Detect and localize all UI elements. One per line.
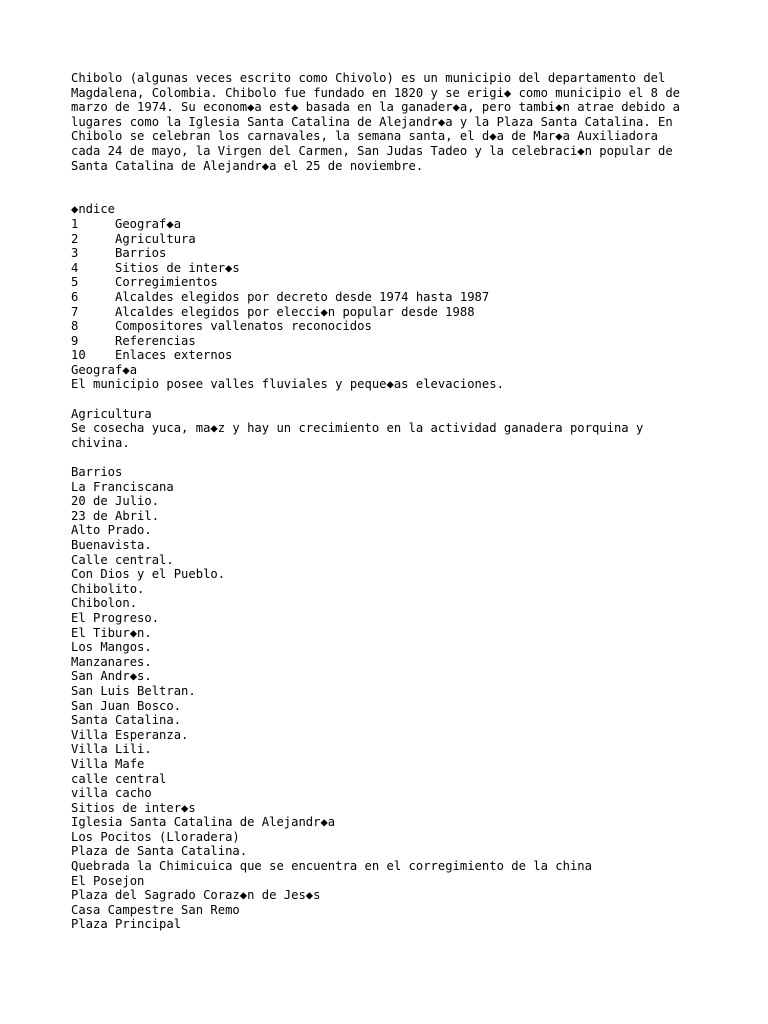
section-agricultura: [71, 407, 751, 451]
intro-paragraph: [71, 71, 751, 173]
toc-item-number: 9: [71, 333, 79, 348]
list-item: El Progreso.: [71, 610, 160, 625]
toc-item: [71, 319, 751, 334]
toc-item-label: Geograf◆a: [115, 216, 182, 231]
list-item: Villa Esperanza.: [71, 727, 189, 742]
list-item: Villa Mafe: [71, 756, 145, 771]
toc-item-label: Agricultura: [115, 231, 196, 246]
toc-title: ◆ndice: [71, 202, 116, 217]
toc-item-label: Compositores vallenatos reconocidos: [115, 319, 372, 334]
intro-line: lugares como la Iglesia Santa Catalina de Alejandr◆a y la Plaza Santa Catalina. En: [71, 114, 673, 129]
toc-item-number: 5: [71, 275, 79, 290]
section-heading: Sitios de inter◆s: [71, 800, 196, 815]
list-item: Plaza Principal: [71, 917, 182, 932]
list-item: Los Pocitos (Lloradera): [71, 829, 240, 844]
toc-item-number: 3: [71, 246, 79, 261]
section-heading: Agricultura: [71, 406, 152, 421]
table-of-contents: [71, 202, 751, 363]
section-barrios: [71, 465, 751, 801]
list-item: villa cacho: [71, 786, 152, 801]
toc-item-number: 6: [71, 289, 79, 304]
toc-item-label: Enlaces externos: [115, 348, 233, 363]
intro-line: Chibolo (algunas veces escrito como Chivolo) es un municipio del departamento del: [71, 71, 666, 85]
document-page: [71, 71, 751, 932]
section-heading: Barrios: [71, 465, 123, 480]
toc-item-label: Alcaldes elegidos por decreto desde 1974 hasta 1987: [115, 289, 490, 304]
list-item: San Andr◆s.: [71, 669, 152, 684]
list-item: calle central: [71, 771, 167, 786]
toc-item-number: 7: [71, 304, 79, 319]
toc-item: [71, 232, 751, 247]
section-geografia: [71, 363, 751, 392]
intro-line: marzo de 1974. Su econom◆a est◆ basada en la ganader◆a, pero tambi◆n atrae debido a: [71, 100, 681, 115]
toc-item-number: 10: [71, 348, 86, 363]
section-heading: Geograf◆a: [71, 362, 138, 377]
toc-item-label: Alcaldes elegidos por elecci◆n popular desde 1988: [115, 304, 475, 319]
list-item: Chibolon.: [71, 596, 138, 611]
list-item: Plaza del Sagrado Coraz◆n de Jes◆s: [71, 888, 321, 903]
spacer: [71, 188, 751, 203]
list-item: Plaza de Santa Catalina.: [71, 844, 248, 859]
spacer: [71, 173, 751, 188]
toc-item: [71, 217, 751, 232]
list-item: 20 de Julio.: [71, 494, 160, 509]
list-item: San Juan Bosco.: [71, 698, 182, 713]
toc-item-number: 2: [71, 231, 79, 246]
list-item: San Luis Beltran.: [71, 683, 196, 698]
toc-item: [71, 348, 751, 363]
toc-item: [71, 261, 751, 276]
section-text: chivina.: [71, 435, 130, 450]
list-item: 23 de Abril.: [71, 508, 160, 523]
spacer: [71, 392, 751, 407]
toc-item-number: 1: [71, 216, 79, 231]
list-item: El Posejon: [71, 873, 145, 888]
section-sitios: [71, 801, 751, 932]
toc-item-label: Corregimientos: [115, 275, 218, 290]
list-item: Santa Catalina.: [71, 713, 182, 728]
toc-item-number: 8: [71, 319, 79, 334]
list-item: Casa Campestre San Remo: [71, 902, 240, 917]
toc-item: [71, 305, 751, 320]
section-text: Se cosecha yuca, ma◆z y hay un crecimiento en la actividad ganadera porquina y: [71, 421, 644, 436]
toc-item: [71, 334, 751, 349]
toc-item-number: 4: [71, 260, 79, 275]
list-item: Chibolito.: [71, 581, 145, 596]
list-item: Alto Prado.: [71, 523, 152, 538]
section-text: El municipio posee valles fluviales y peque◆as elevaciones.: [71, 377, 504, 392]
list-item: Los Mangos.: [71, 640, 152, 655]
list-item: La Franciscana: [71, 479, 174, 494]
toc-item: [71, 275, 751, 290]
list-item: Buenavista.: [71, 538, 152, 552]
toc-item: [71, 290, 751, 305]
toc-item-label: Barrios: [115, 246, 167, 261]
list-item: Calle central.: [71, 552, 174, 567]
intro-line: cada 24 de mayo, la Virgen del Carmen, San Judas Tadeo y la celebraci◆n popular de: [71, 143, 673, 158]
list-item: El Tibur◆n.: [71, 625, 152, 640]
list-item: Con Dios y el Pueblo.: [71, 567, 226, 582]
toc-item-label: Referencias: [115, 333, 196, 348]
list-item: Villa Lili.: [71, 742, 152, 757]
list-item: Manzanares.: [71, 654, 152, 669]
toc-item: [71, 246, 751, 261]
toc-item-label: Sitios de inter◆s: [115, 260, 240, 275]
intro-line: Santa Catalina de Alejandr◆a el 25 de noviembre.: [71, 158, 424, 173]
list-item: Iglesia Santa Catalina de Alejandr◆a: [71, 815, 336, 830]
intro-line: Chibolo se celebran los carnavales, la semana santa, el d◆a de Mar◆a Auxiliadora: [71, 129, 658, 144]
spacer: [71, 450, 751, 465]
intro-line: Magdalena, Colombia. Chibolo fue fundado en 1820 y se erigi◆ como municipio el 8 de: [71, 85, 681, 100]
list-item: Quebrada la Chimicuica que se encuentra en el corregimiento de la china: [71, 859, 592, 874]
